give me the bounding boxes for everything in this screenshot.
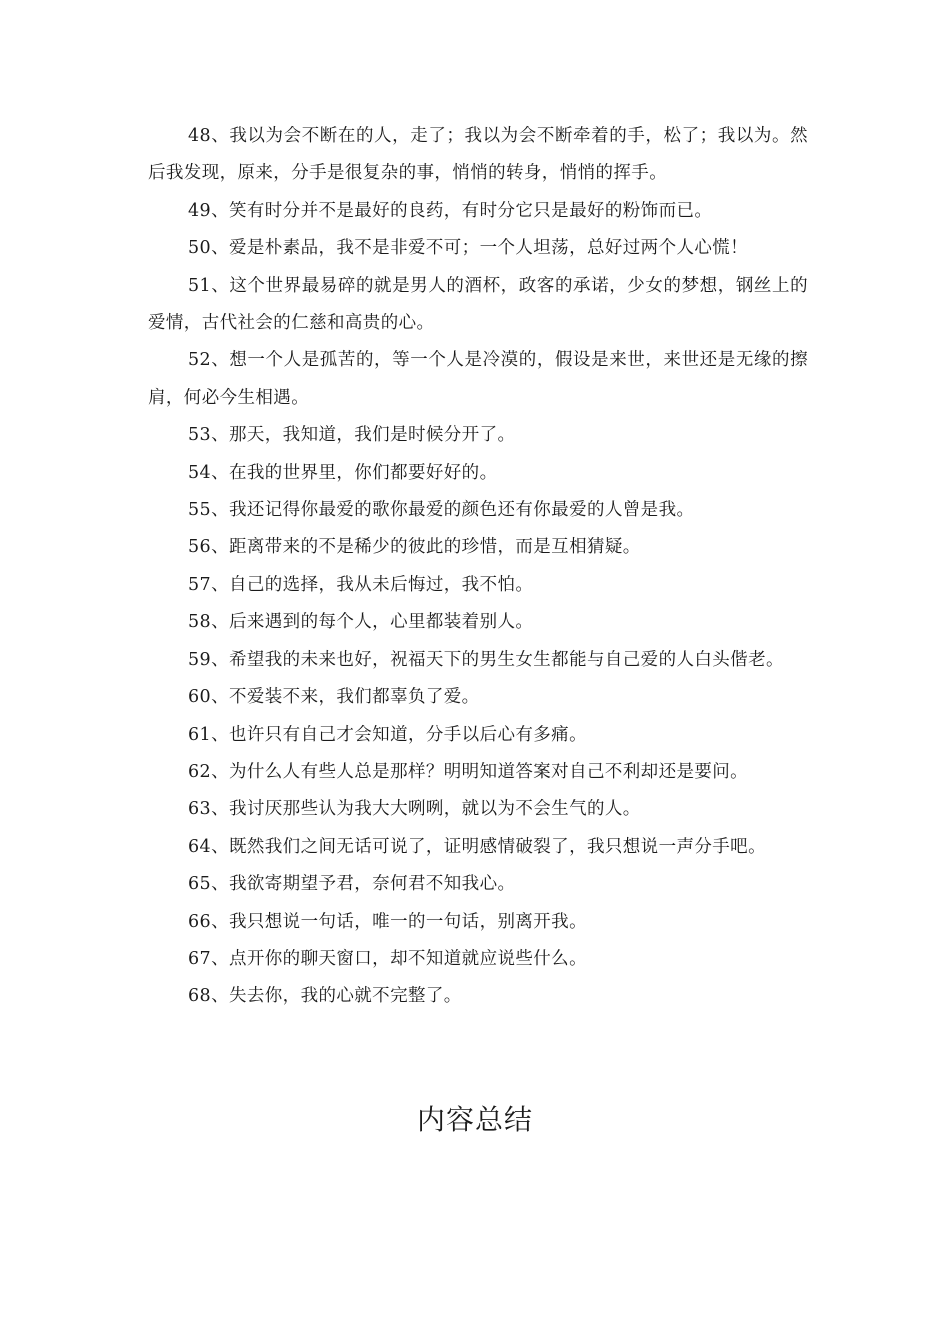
quote-62: 62、为什么人有些人总是那样？明明知道答案对自己不利却还是要问。 xyxy=(188,761,749,782)
summary-heading: 内容总结 xyxy=(416,1103,533,1136)
quote-64: 64、既然我们之间无话可说了，证明感情破裂了，我只想说一声分手吧。 xyxy=(188,836,766,857)
quote-59: 59、希望我的未来也好，祝福天下的男生女生都能与自己爱的人白头偕老。 xyxy=(188,649,784,670)
quote-55: 55、我还记得你最爱的歌你最爱的颜色还有你最爱的人曾是我。 xyxy=(188,500,695,521)
quote-68: 68、失去你，我的心就不完整了。 xyxy=(188,986,462,1007)
quote-49: 49、笑有时分并不是最好的良药，有时分它只是最好的粉饰而已。 xyxy=(188,200,713,221)
quote-57: 57、自己的选择，我从未后悔过，我不怕。 xyxy=(188,574,534,595)
quote-48: 48、我以为会不断在的人，走了；我以为会不断牵着的手，松了；我以为。然后我发现，原来，分手是很复杂的事，悄悄的转身，悄悄的挥手。 xyxy=(148,126,808,184)
quote-65: 65、我欲寄期望予君，奈何君不知我心。 xyxy=(188,874,516,895)
quote-53: 53、那天，我知道，我们是时候分开了。 xyxy=(188,425,516,446)
quote-66: 66、我只想说一句话，唯一的一句话，别离开我。 xyxy=(188,911,587,932)
quote-50: 50、爱是朴素品，我不是非爱不可；一个人坦荡，总好过两个人心慌！ xyxy=(188,238,749,259)
quote-51: 51、这个世界最易碎的就是男人的酒杯，政客的承诺，少女的梦想，钢丝上的爱情，古代社会的仁慈和高贵的心。 xyxy=(148,275,808,334)
quote-60: 60、不爱装不来，我们都辜负了爱。 xyxy=(188,687,480,708)
quote-54: 54、在我的世界里，你们都要好好的。 xyxy=(188,462,498,483)
quote-63: 63、我讨厌那些认为我大大咧咧，就以为不会生气的人。 xyxy=(188,799,641,820)
quote-list xyxy=(148,118,808,1016)
quote-61: 61、也许只有自己才会知道，分手以后心有多痛。 xyxy=(188,724,587,745)
quote-58: 58、后来遇到的每个人，心里都装着别人。 xyxy=(188,612,534,633)
quote-56: 56、距离带来的不是稀少的彼此的珍惜，而是互相猜疑。 xyxy=(188,537,641,558)
quote-52: 52、想一个人是孤苦的，等一个人是冷漠的，假设是来世，来世还是无缘的擦肩，何必今生相遇。 xyxy=(148,350,808,408)
quote-67: 67、点开你的聊天窗口，却不知道就应说些什么。 xyxy=(188,948,587,969)
